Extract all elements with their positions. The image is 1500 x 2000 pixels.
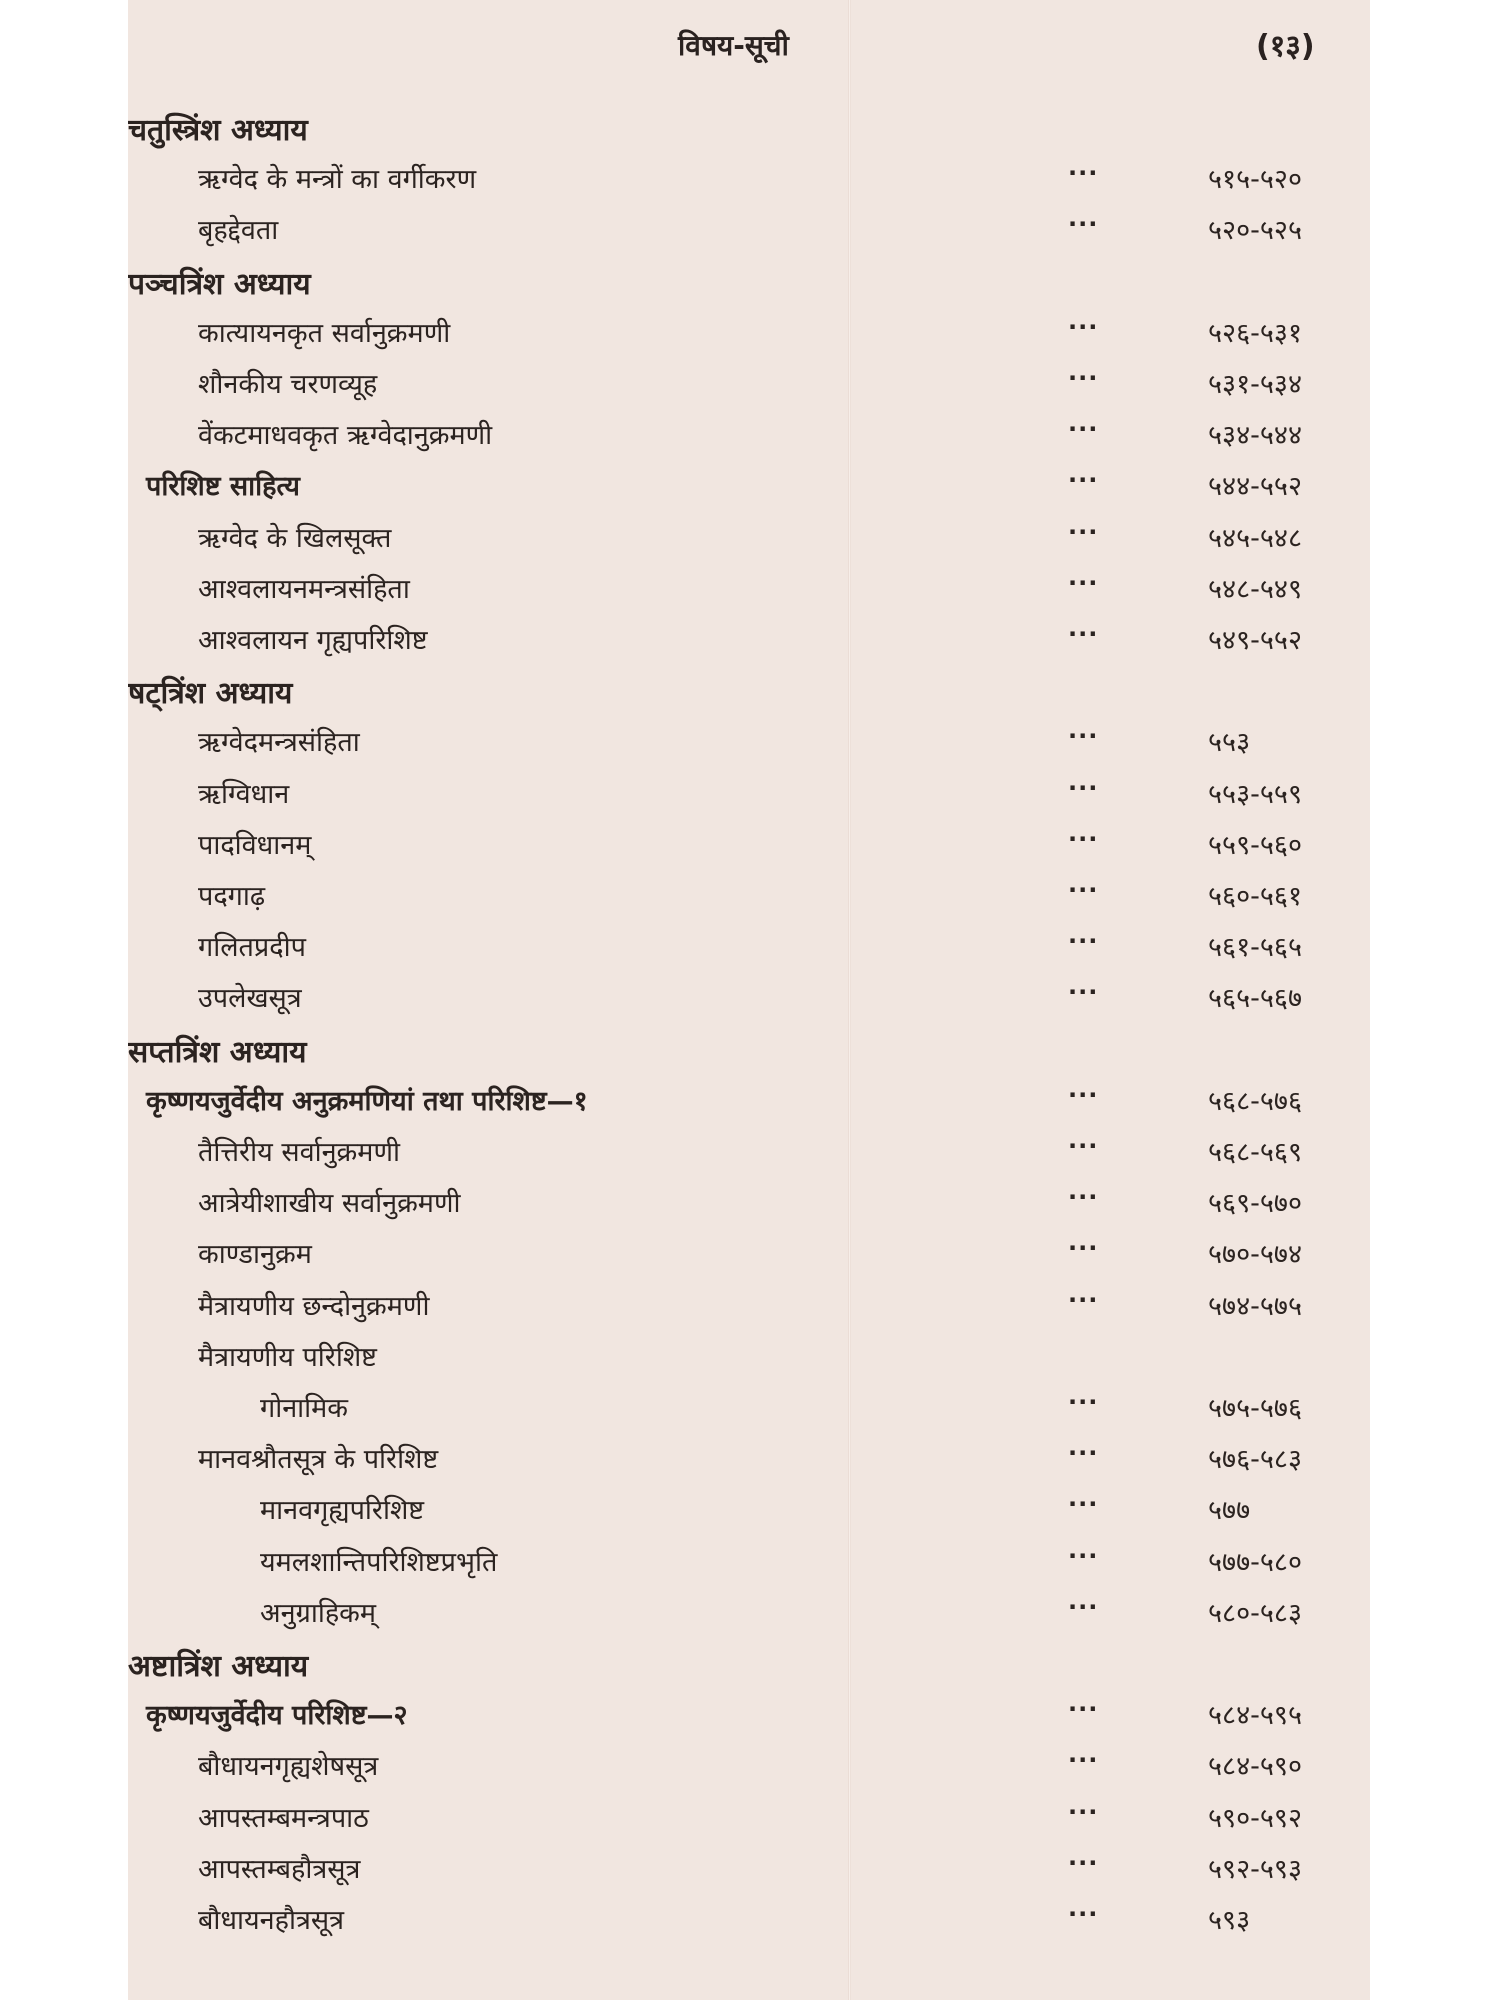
toc-entry bbox=[128, 716, 1370, 764]
toc-title: पादविधानम् bbox=[198, 829, 312, 861]
toc-entry bbox=[128, 1843, 1370, 1891]
toc-entry bbox=[128, 921, 1370, 969]
page-range: ५६८-५६९ bbox=[1208, 1137, 1302, 1168]
toc-title: बौधायनगृह्यशेषसूत्र bbox=[198, 1751, 379, 1783]
page-range: ५६०-५६१ bbox=[1208, 881, 1302, 912]
page-range: ५७५-५७६ bbox=[1208, 1393, 1302, 1424]
toc-title: आपस्तम्बमन्त्रपाठ bbox=[198, 1802, 369, 1834]
toc-title: तैत्तिरीय सर्वानुक्रमणी bbox=[198, 1137, 400, 1168]
leader-dots: ... bbox=[1068, 1689, 1099, 1718]
document-page bbox=[128, 0, 1370, 2000]
toc-title: मानवगृह्यपरिशिष्ट bbox=[260, 1495, 425, 1527]
toc-title: वेंकटमाधवकृत ऋग्वेदानुक्रमणी bbox=[198, 420, 493, 452]
table-of-contents bbox=[128, 0, 1370, 2000]
leader-dots: ... bbox=[1068, 1791, 1099, 1820]
running-title: विषय-सूची bbox=[678, 29, 789, 62]
leader-dots: ... bbox=[1068, 1177, 1099, 1206]
toc-entry bbox=[128, 512, 1370, 560]
toc-title: आपस्तम्बहौत्रसूत्र bbox=[198, 1853, 361, 1885]
leader-dots: ... bbox=[1068, 870, 1099, 898]
toc-entry bbox=[128, 1280, 1370, 1328]
leader-dots: ... bbox=[1068, 358, 1099, 386]
toc-title: आत्रेयीशाखीय सर्वानुक्रमणी bbox=[198, 1188, 461, 1220]
page-range: ५९०-५९२ bbox=[1208, 1802, 1302, 1834]
toc-title: मैत्रायणीय परिशिष्ट bbox=[198, 1341, 377, 1373]
toc-title: बौधायनहौत्रसूत्र bbox=[198, 1905, 345, 1936]
toc-title: कृष्णयजुर्वेदीय परिशिष्ट—२ bbox=[146, 1700, 408, 1732]
page-range: ५७७-५८० bbox=[1208, 1546, 1302, 1578]
page-range: ५५९-५६० bbox=[1208, 829, 1302, 861]
page-range: ५३४-५४४ bbox=[1208, 420, 1302, 452]
page-range: ५६८-५७६ bbox=[1208, 1085, 1302, 1117]
toc-entry bbox=[128, 409, 1370, 457]
toc-entry bbox=[128, 153, 1370, 201]
leader-dots: ... bbox=[1068, 818, 1099, 847]
leader-dots: ... bbox=[1068, 1586, 1099, 1615]
toc-entry bbox=[128, 1382, 1370, 1430]
leader-dots: ... bbox=[1068, 1535, 1099, 1564]
toc-entry bbox=[128, 870, 1370, 918]
toc-entry bbox=[128, 563, 1370, 611]
toc-title: मानवश्रौतसूत्र के परिशिष्ट bbox=[198, 1444, 439, 1476]
leader-dots: ... bbox=[1068, 562, 1099, 591]
page-range: ५५३ bbox=[1208, 727, 1251, 759]
leader-dots: ... bbox=[1068, 1433, 1099, 1462]
toc-title: उपलेखसूत्र bbox=[198, 983, 302, 1015]
chapter-heading bbox=[128, 102, 1370, 150]
page-range: ५४५-५४८ bbox=[1208, 522, 1302, 554]
page-range: ५९२-५९३ bbox=[1208, 1853, 1302, 1885]
page-range: ५४४-५५२ bbox=[1208, 471, 1302, 503]
page-range: ५७०-५७४ bbox=[1208, 1239, 1302, 1271]
toc-title: बृहद्देवता bbox=[198, 215, 279, 247]
toc-entry bbox=[128, 614, 1370, 662]
chapter-heading bbox=[128, 1024, 1370, 1072]
leader-dots: ... bbox=[1068, 511, 1099, 540]
page-range: ५२६-५३१ bbox=[1208, 317, 1302, 349]
toc-entry bbox=[128, 1484, 1370, 1532]
page-range: ५८०-५८३ bbox=[1208, 1597, 1302, 1629]
toc-entry bbox=[128, 768, 1370, 816]
leader-dots: ... bbox=[1068, 1842, 1099, 1871]
toc-title: ऋग्विधान bbox=[198, 778, 290, 810]
toc-entry bbox=[128, 1689, 1370, 1737]
toc-title: शौनकीय चरणव्यूह bbox=[198, 369, 378, 400]
page-range: ५९३ bbox=[1208, 1905, 1251, 1936]
toc-title: गोनामिक bbox=[260, 1393, 349, 1424]
page-range: ५५३-५५९ bbox=[1208, 778, 1302, 810]
leader-dots: ... bbox=[1068, 1279, 1099, 1308]
toc-title: आश्वलायन गृह्यपरिशिष्ट bbox=[198, 625, 428, 656]
toc-entry bbox=[128, 1177, 1370, 1225]
toc-title: ऋग्वेद के मन्त्रों का वर्गीकरण bbox=[198, 164, 477, 196]
page-range: ५४९-५५२ bbox=[1208, 625, 1302, 656]
toc-entry bbox=[128, 204, 1370, 252]
toc-title: षट्त्रिंश अध्याय bbox=[128, 676, 293, 712]
page-range: ५२०-५२५ bbox=[1208, 215, 1302, 247]
page-range: ५६५-५६७ bbox=[1208, 983, 1302, 1015]
toc-title: सप्तत्रिंश अध्याय bbox=[128, 1034, 307, 1070]
toc-title: चतुस्त्रिंश अध्याय bbox=[128, 113, 308, 148]
page-range: ५७६-५८३ bbox=[1208, 1444, 1302, 1476]
leader-dots: ... bbox=[1068, 204, 1099, 233]
toc-entry bbox=[128, 1894, 1370, 1942]
leader-dots: ... bbox=[1068, 767, 1099, 796]
page-range: ५३१-५३४ bbox=[1208, 369, 1302, 400]
toc-entry bbox=[128, 1331, 1370, 1379]
toc-entry bbox=[128, 1228, 1370, 1276]
page-range: ५७७ bbox=[1208, 1495, 1251, 1527]
leader-dots: ... bbox=[1068, 153, 1099, 182]
toc-title: परिशिष्ट साहित्य bbox=[146, 471, 300, 503]
page-range: ५६९-५७० bbox=[1208, 1188, 1302, 1220]
leader-dots: ... bbox=[1068, 460, 1099, 489]
page-range: ५१५-५२० bbox=[1208, 164, 1302, 196]
leader-dots: ... bbox=[1068, 1074, 1099, 1103]
toc-title: गलितप्रदीप bbox=[198, 932, 306, 964]
toc-entry bbox=[128, 1792, 1370, 1840]
leader-dots: ... bbox=[1068, 1126, 1099, 1154]
toc-entry bbox=[128, 1433, 1370, 1481]
page-range: ५८४-५९० bbox=[1208, 1751, 1302, 1783]
toc-title: यमलशान्तिपरिशिष्टप्रभृति bbox=[260, 1546, 498, 1578]
toc-title: ऋग्वेदमन्त्रसंहिता bbox=[198, 727, 360, 759]
leader-dots: ... bbox=[1068, 1740, 1099, 1769]
chapter-heading bbox=[128, 256, 1370, 304]
page-range: ५८४-५९५ bbox=[1208, 1700, 1302, 1732]
leader-dots: ... bbox=[1068, 921, 1099, 950]
leader-dots: ... bbox=[1068, 1894, 1099, 1922]
toc-entry bbox=[128, 358, 1370, 406]
leader-dots: ... bbox=[1068, 1484, 1099, 1513]
toc-title: पञ्चत्रिंश अध्याय bbox=[128, 266, 311, 302]
toc-entry bbox=[128, 972, 1370, 1020]
leader-dots: ... bbox=[1068, 614, 1099, 642]
chapter-heading bbox=[128, 665, 1370, 713]
page-range: ५४८-५४९ bbox=[1208, 573, 1302, 605]
page-range: ५६१-५६५ bbox=[1208, 932, 1302, 964]
leader-dots: ... bbox=[1068, 1228, 1099, 1257]
toc-title: अष्टात्रिंश अध्याय bbox=[128, 1649, 309, 1684]
toc-title: कृष्णयजुर्वेदीय अनुक्रमणियां तथा परिशिष्ट—१ bbox=[146, 1085, 588, 1117]
toc-title: आश्वलायनमन्त्रसंहिता bbox=[198, 573, 410, 605]
leader-dots: ... bbox=[1068, 716, 1099, 745]
toc-entry bbox=[128, 1740, 1370, 1788]
toc-entry bbox=[128, 307, 1370, 355]
toc-title: अनुग्राहिकम् bbox=[260, 1597, 377, 1629]
page-number: (१३) bbox=[1256, 29, 1315, 64]
toc-entry bbox=[128, 1126, 1370, 1174]
toc-entry bbox=[128, 1536, 1370, 1584]
leader-dots: ... bbox=[1068, 409, 1099, 438]
toc-entry bbox=[128, 1075, 1370, 1123]
toc-title: पदगाढ़ bbox=[198, 881, 266, 912]
leader-dots: ... bbox=[1068, 972, 1099, 1001]
toc-entry bbox=[128, 1587, 1370, 1635]
toc-title: काण्डानुक्रम bbox=[198, 1239, 312, 1271]
toc-entry bbox=[128, 819, 1370, 867]
toc-title: ऋग्वेद के खिलसूक्त bbox=[198, 522, 392, 554]
leader-dots: ... bbox=[1068, 1382, 1099, 1410]
chapter-heading bbox=[128, 1638, 1370, 1686]
page-range: ५७४-५७५ bbox=[1208, 1290, 1302, 1322]
toc-title: मैत्रायणीय छन्दोनुक्रमणी bbox=[198, 1290, 430, 1322]
leader-dots: ... bbox=[1068, 306, 1099, 335]
toc-entry bbox=[128, 460, 1370, 508]
toc-title: कात्यायनकृत सर्वानुक्रमणी bbox=[198, 317, 451, 349]
